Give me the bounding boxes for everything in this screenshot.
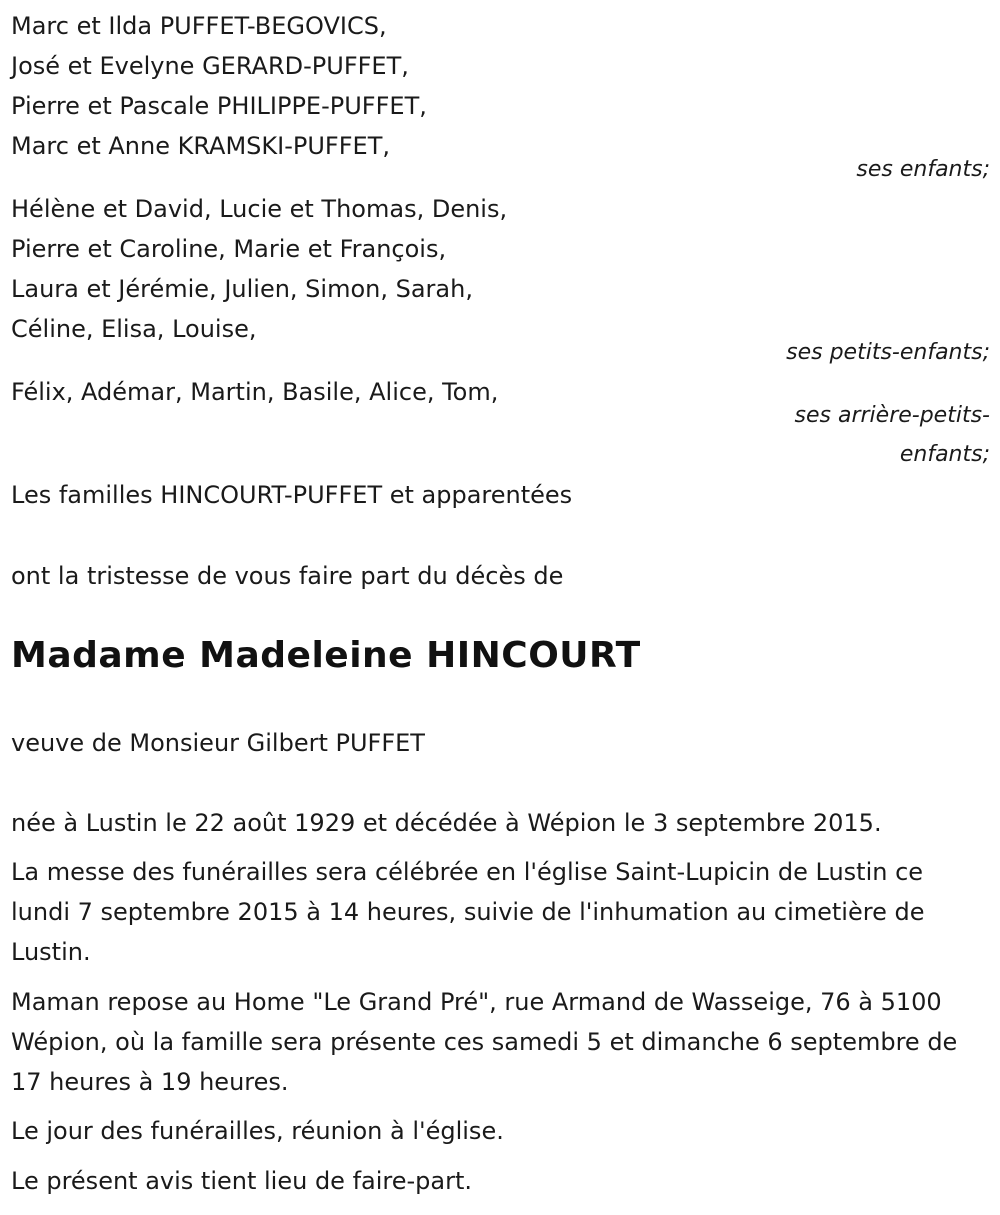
widow-of-line: veuve de Monsieur Gilbert PUFFET: [11, 729, 425, 757]
grandchildren-line-3: Laura et Jérémie, Julien, Simon, Sarah,: [11, 275, 473, 303]
families-line: Les familles HINCOURT-PUFFET et apparentées: [11, 481, 573, 509]
great-grandchildren-role-line-2: enfants;: [899, 442, 990, 467]
visitation-paragraph: Maman repose au Home "Le Grand Pré", rue Armand de Wasseige, 76 à 5100 Wépion, où la famille sera présente ces samedi 5 et dimanche 6 septembre de 17 heures à 19 heures.: [11, 988, 958, 1096]
great-grandchildren-role-line-1: ses arrière-petits-: [794, 403, 990, 428]
grandchildren-line-2: Pierre et Caroline, Marie et François,: [11, 235, 447, 263]
notice-paragraph: Le présent avis tient lieu de faire-part.: [11, 1167, 473, 1195]
children-role: ses enfants;: [856, 157, 990, 182]
children-line-1: Marc et Ilda PUFFET-BEGOVICS,: [11, 12, 387, 40]
meeting-paragraph: Le jour des funérailles, réunion à l'église.: [11, 1117, 504, 1145]
funeral-mass-paragraph: La messe des funérailles sera célébrée en l'église Saint-Lupicin de Lustin ce lundi 7 septembre 2015 à 14 heures, suivie de l'inhumation au cimetière de Lustin.: [11, 858, 925, 966]
great-grandchildren-line-1: Félix, Adémar, Martin, Basile, Alice, Tom,: [11, 378, 499, 406]
children-line-4: Marc et Anne KRAMSKI-PUFFET,: [11, 132, 390, 160]
birth-death-paragraph: née à Lustin le 22 août 1929 et décédée à Wépion le 3 septembre 2015.: [11, 809, 882, 837]
announcement-line: ont la tristesse de vous faire part du décès de: [11, 562, 564, 590]
children-line-3: Pierre et Pascale PHILIPPE-PUFFET,: [11, 92, 427, 120]
deceased-name: Madame Madeleine HINCOURT: [11, 635, 641, 676]
grandchildren-role: ses petits-enfants;: [786, 340, 990, 365]
grandchildren-line-4: Céline, Elisa, Louise,: [11, 315, 257, 343]
children-line-2: José et Evelyne GERARD-PUFFET,: [11, 52, 409, 80]
grandchildren-line-1: Hélène et David, Lucie et Thomas, Denis,: [11, 195, 508, 223]
